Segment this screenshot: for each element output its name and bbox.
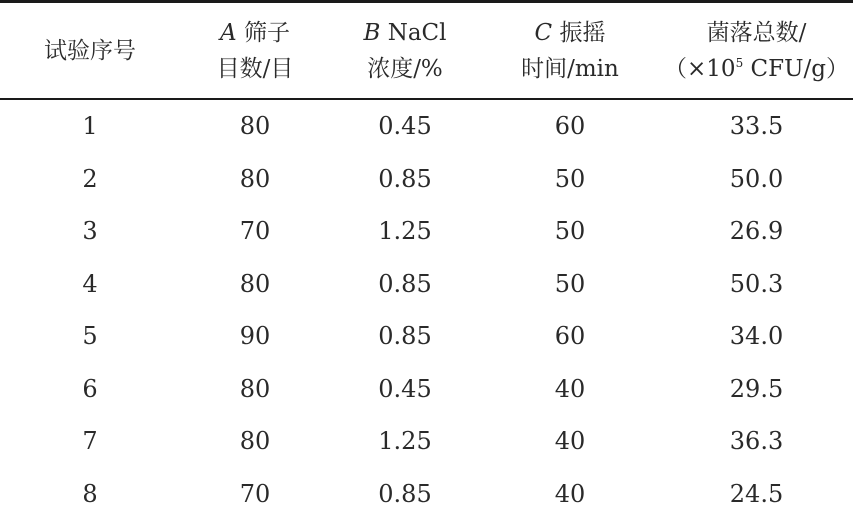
cell-colony-count: 33.5 <box>729 112 784 140</box>
cell-shaking-time: 40 <box>554 479 586 508</box>
header-trial-number <box>0 3 180 98</box>
table-row <box>0 310 853 363</box>
cell-colony-count: 50.0 <box>729 164 784 193</box>
cell-colony-count: 24.5 <box>729 479 784 508</box>
colony-unit-exponent: 5 <box>735 55 744 70</box>
header-shaking-title: 振摇 <box>552 19 606 46</box>
table-row <box>0 205 853 258</box>
cell-shaking-time: 40 <box>554 427 586 455</box>
colony-unit-suffix: CFU/g） <box>743 55 849 82</box>
cell-trial-number: 5 <box>82 322 98 350</box>
cell-shaking-time: 50 <box>554 269 586 298</box>
cell-trial-number: 8 <box>82 479 98 508</box>
cell-sieve-mesh: 80 <box>239 164 271 193</box>
cell-shaking-time: 50 <box>554 164 586 193</box>
header-nacl-title: NaCl <box>380 19 447 46</box>
table-body <box>0 100 853 520</box>
cell-trial-number: 2 <box>82 164 98 193</box>
cell-shaking-time: 50 <box>554 217 586 245</box>
table-row <box>0 258 853 311</box>
cell-trial-number: 3 <box>82 217 98 245</box>
header-nacl-concentration <box>330 3 480 98</box>
cell-sieve-mesh: 80 <box>239 374 271 403</box>
factor-b-label: B <box>363 19 381 46</box>
cell-nacl: 0.85 <box>378 479 432 508</box>
cell-sieve-mesh: 80 <box>239 269 271 298</box>
header-shaking-unit: 时间/min <box>521 55 619 82</box>
header-colony-count <box>660 3 853 98</box>
cell-sieve-mesh: 80 <box>239 427 271 455</box>
header-shaking-time <box>480 3 660 98</box>
header-trial-number-label: 试验序号 <box>44 37 136 64</box>
cell-colony-count: 36.3 <box>729 427 784 455</box>
table-row <box>0 363 853 416</box>
table-row <box>0 415 853 468</box>
cell-nacl: 1.25 <box>378 427 432 455</box>
cell-nacl: 0.45 <box>378 374 432 403</box>
cell-shaking-time: 60 <box>554 112 586 140</box>
cell-trial-number: 6 <box>82 374 98 403</box>
header-colony-title: 菌落总数/ <box>706 19 807 46</box>
header-nacl-line1 <box>363 15 446 51</box>
table-row <box>0 153 853 206</box>
header-colony-unit <box>664 51 849 87</box>
cell-nacl: 0.85 <box>378 269 432 298</box>
cell-shaking-time: 40 <box>554 374 586 403</box>
cell-sieve-mesh: 70 <box>239 479 271 508</box>
cell-trial-number: 7 <box>82 427 98 455</box>
cell-colony-count: 29.5 <box>729 374 784 403</box>
cell-sieve-mesh: 80 <box>239 112 271 140</box>
table-row <box>0 100 853 153</box>
cell-colony-count: 50.3 <box>729 269 784 298</box>
table-row <box>0 468 853 521</box>
cell-nacl: 0.45 <box>378 112 432 140</box>
table-header <box>0 3 853 98</box>
cell-nacl: 0.85 <box>378 322 432 350</box>
header-shaking-line1 <box>535 15 606 51</box>
cell-colony-count: 26.9 <box>729 217 784 245</box>
cell-trial-number: 1 <box>82 112 98 140</box>
header-nacl-unit: 浓度/% <box>367 55 443 82</box>
header-sieve-mesh <box>180 3 330 98</box>
cell-sieve-mesh: 70 <box>239 217 271 245</box>
factor-c-label: C <box>534 19 553 46</box>
cell-shaking-time: 60 <box>554 322 586 350</box>
cell-colony-count: 34.0 <box>729 322 784 350</box>
factor-a-label: A <box>220 19 237 46</box>
cell-trial-number: 4 <box>82 269 98 298</box>
cell-nacl: 1.25 <box>378 217 432 245</box>
header-sieve-mesh-unit: 目数/目 <box>216 55 294 82</box>
cell-nacl: 0.85 <box>378 164 432 193</box>
header-sieve-mesh-line1 <box>220 15 290 51</box>
header-sieve-mesh-title: 筛子 <box>236 19 290 46</box>
colony-unit-prefix: （×10 <box>664 55 736 82</box>
cell-sieve-mesh: 90 <box>239 322 271 350</box>
